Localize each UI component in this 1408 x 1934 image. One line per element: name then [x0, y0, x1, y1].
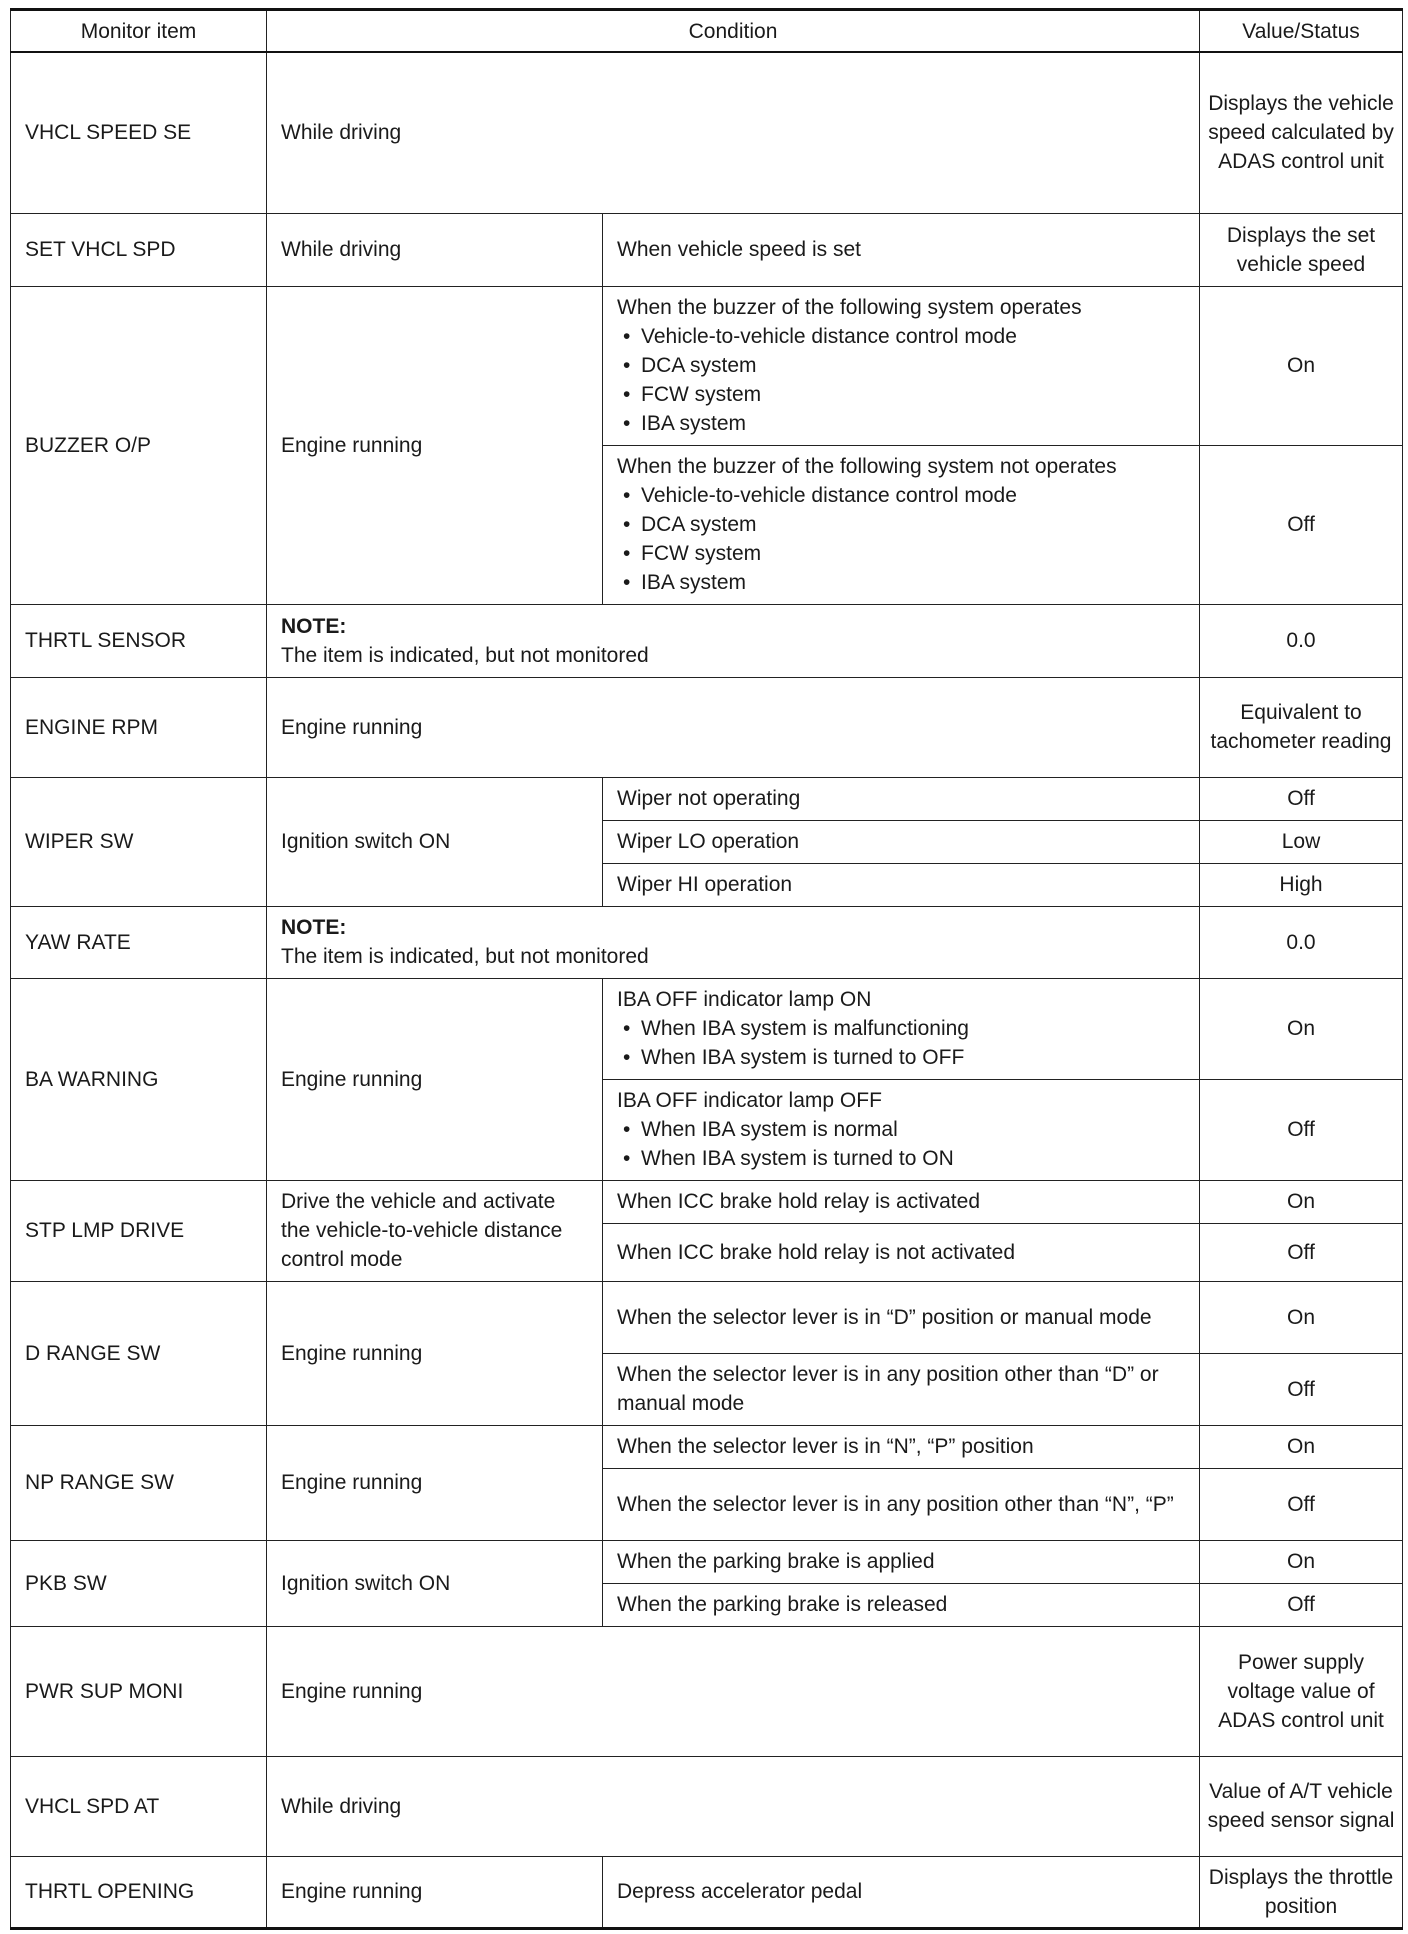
monitor-item: ENGINE RPM	[11, 677, 267, 777]
monitor-item: WIPER SW	[11, 777, 267, 906]
sub-condition	[603, 1079, 1200, 1180]
list-item: • When IBA system is malfunctioning	[617, 1014, 1185, 1043]
bullet-list	[617, 322, 1185, 438]
table-row	[11, 978, 1403, 1079]
sub-condition-heading: When the buzzer of the following system operates	[617, 296, 1082, 319]
table-row	[11, 1425, 1403, 1468]
note-text: The item is indicated, but not monitored	[281, 945, 649, 968]
table-row	[11, 52, 1403, 213]
table-row	[11, 1540, 1403, 1583]
monitor-item: VHCL SPD AT	[11, 1756, 267, 1856]
sub-condition: Wiper LO operation	[603, 820, 1200, 863]
value-status: On	[1200, 978, 1403, 1079]
condition: Drive the vehicle and activate the vehicle-to-vehicle distance control mode	[267, 1180, 603, 1281]
condition: While driving	[267, 213, 603, 286]
monitor-item: PKB SW	[11, 1540, 267, 1626]
sub-condition	[603, 286, 1200, 445]
table-row	[11, 777, 1403, 820]
sub-condition: When the selector lever is in “N”, “P” position	[603, 1425, 1200, 1468]
value-status: Displays the set vehicle speed	[1200, 213, 1403, 286]
condition: Engine running	[267, 1281, 603, 1425]
sub-condition: When the parking brake is released	[603, 1583, 1200, 1626]
monitor-item: STP LMP DRIVE	[11, 1180, 267, 1281]
condition: Engine running	[267, 677, 1200, 777]
value-status: Equivalent to tachometer reading	[1200, 677, 1403, 777]
sub-condition: When the selector lever is in any position other than “D” or manual mode	[603, 1353, 1200, 1425]
value-status: On	[1200, 1540, 1403, 1583]
value-status: 0.0	[1200, 604, 1403, 677]
sub-condition-heading: IBA OFF indicator lamp ON	[617, 988, 872, 1011]
monitor-item: THRTL SENSOR	[11, 604, 267, 677]
value-status: Displays the vehicle speed calculated by ADAS control unit	[1200, 52, 1403, 213]
sub-condition	[603, 978, 1200, 1079]
header-value-status: Value/Status	[1200, 10, 1403, 53]
value-status: Off	[1200, 777, 1403, 820]
value-status: Off	[1200, 1223, 1403, 1281]
list-item: • DCA system	[617, 510, 1185, 539]
sub-condition: When ICC brake hold relay is not activated	[603, 1223, 1200, 1281]
condition: Engine running	[267, 978, 603, 1180]
sub-condition: Wiper not operating	[603, 777, 1200, 820]
monitor-item: THRTL OPENING	[11, 1856, 267, 1928]
table-row	[11, 1756, 1403, 1856]
value-status: Displays the throttle position	[1200, 1856, 1403, 1928]
value-status: High	[1200, 863, 1403, 906]
condition: Ignition switch ON	[267, 777, 603, 906]
condition: Engine running	[267, 1626, 1200, 1756]
condition: Engine running	[267, 1856, 603, 1928]
table-row	[11, 286, 1403, 445]
bullet-list	[617, 1115, 1185, 1173]
table-row	[11, 906, 1403, 978]
sub-condition-heading: When the buzzer of the following system not operates	[617, 455, 1117, 478]
sub-condition: When ICC brake hold relay is activated	[603, 1180, 1200, 1223]
note-label: NOTE:	[281, 614, 347, 638]
value-status: Value of A/T vehicle speed sensor signal	[1200, 1756, 1403, 1856]
header-condition: Condition	[267, 10, 1200, 53]
value-status: Off	[1200, 1353, 1403, 1425]
value-status: Off	[1200, 1079, 1403, 1180]
monitor-item: NP RANGE SW	[11, 1425, 267, 1540]
value-status: Off	[1200, 445, 1403, 604]
monitor-item: PWR SUP MONI	[11, 1626, 267, 1756]
value-status: On	[1200, 286, 1403, 445]
condition: Engine running	[267, 286, 603, 604]
note-text: The item is indicated, but not monitored	[281, 643, 649, 667]
table-header-row	[11, 10, 1403, 53]
condition-note	[267, 604, 1200, 677]
condition: While driving	[267, 1756, 1200, 1856]
value-status: On	[1200, 1281, 1403, 1353]
table-row	[11, 1856, 1403, 1928]
list-item: • FCW system	[617, 539, 1185, 568]
list-item: • When IBA system is turned to ON	[617, 1144, 1185, 1173]
value-status: On	[1200, 1180, 1403, 1223]
list-item: • FCW system	[617, 380, 1185, 409]
monitor-item: BUZZER O/P	[11, 286, 267, 604]
list-item: • IBA system	[617, 568, 1185, 597]
value-status: On	[1200, 1425, 1403, 1468]
monitor-table	[10, 8, 1403, 1930]
monitor-item: VHCL SPEED SE	[11, 52, 267, 213]
table-row	[11, 604, 1403, 677]
note-label: NOTE:	[281, 916, 347, 939]
monitor-item: SET VHCL SPD	[11, 213, 267, 286]
value-status: 0.0	[1200, 906, 1403, 978]
monitor-item: YAW RATE	[11, 906, 267, 978]
condition-note	[267, 906, 1200, 978]
bullet-list	[617, 1014, 1185, 1072]
table-row	[11, 213, 1403, 286]
sub-condition: When vehicle speed is set	[603, 213, 1200, 286]
condition: Ignition switch ON	[267, 1540, 603, 1626]
sub-condition: When the selector lever is in any position other than “N”, “P”	[603, 1468, 1200, 1540]
list-item: • IBA system	[617, 409, 1185, 438]
table-row	[11, 677, 1403, 777]
list-item: • Vehicle-to-vehicle distance control mode	[617, 481, 1185, 510]
table-row	[11, 1180, 1403, 1223]
bullet-list	[617, 481, 1185, 597]
sub-condition: When the parking brake is applied	[603, 1540, 1200, 1583]
list-item: • When IBA system is turned to OFF	[617, 1043, 1185, 1072]
sub-condition	[603, 445, 1200, 604]
sub-condition-heading: IBA OFF indicator lamp OFF	[617, 1089, 882, 1112]
list-item: • DCA system	[617, 351, 1185, 380]
header-monitor-item: Monitor item	[11, 10, 267, 53]
value-status: Power supply voltage value of ADAS control unit	[1200, 1626, 1403, 1756]
monitor-item: D RANGE SW	[11, 1281, 267, 1425]
monitor-item: BA WARNING	[11, 978, 267, 1180]
value-status: Off	[1200, 1583, 1403, 1626]
sub-condition: When the selector lever is in “D” position or manual mode	[603, 1281, 1200, 1353]
table-row	[11, 1626, 1403, 1756]
value-status: Off	[1200, 1468, 1403, 1540]
sub-condition: Depress accelerator pedal	[603, 1856, 1200, 1928]
value-status: Low	[1200, 820, 1403, 863]
condition: While driving	[267, 52, 1200, 213]
list-item: • Vehicle-to-vehicle distance control mode	[617, 322, 1185, 351]
table-row	[11, 1281, 1403, 1353]
sub-condition: Wiper HI operation	[603, 863, 1200, 906]
condition: Engine running	[267, 1425, 603, 1540]
list-item: • When IBA system is normal	[617, 1115, 1185, 1144]
